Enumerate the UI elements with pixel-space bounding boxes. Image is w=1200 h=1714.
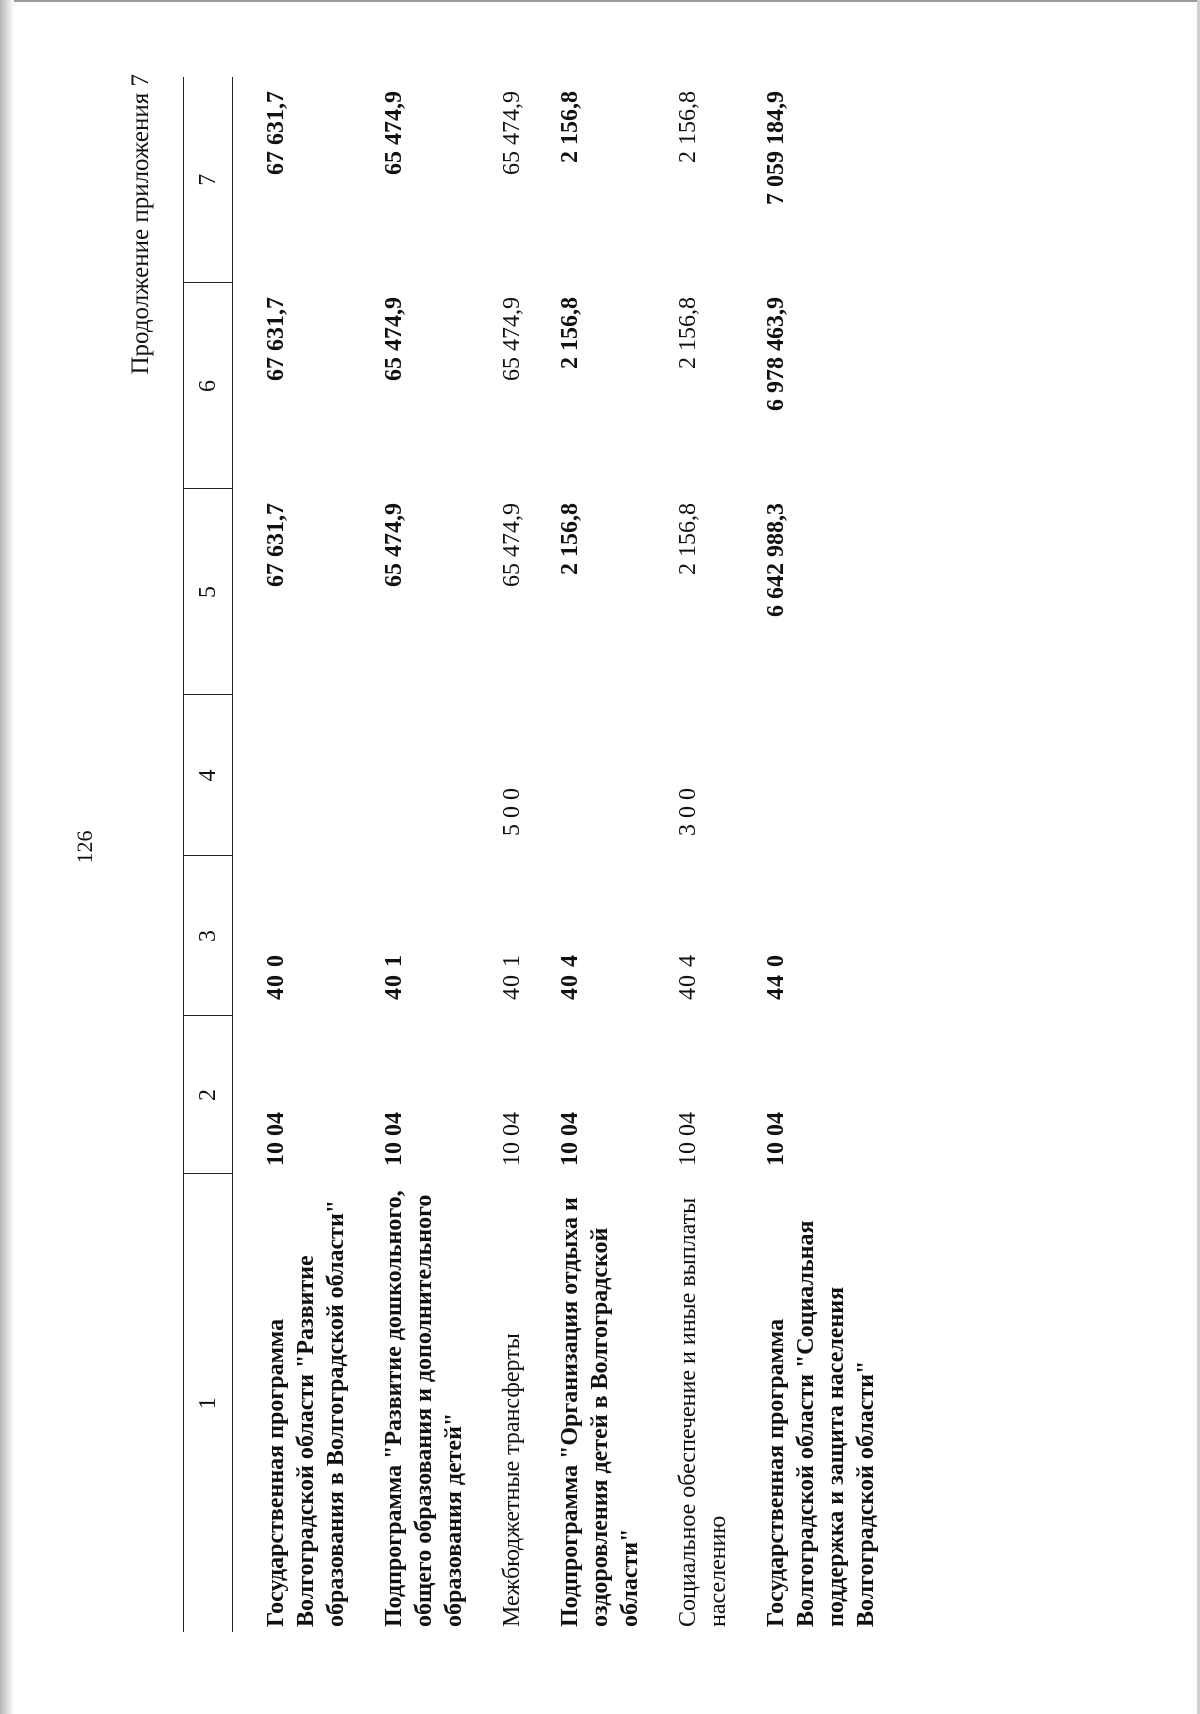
column-header-3: 3 xyxy=(184,856,233,1016)
row-section-code: 10 04 xyxy=(263,1112,289,1166)
row-amount-6: 2 156,8 xyxy=(557,297,583,369)
page-number: 126 xyxy=(72,830,97,864)
row-program-code: 40 1 xyxy=(499,954,525,1000)
table-row xyxy=(497,77,555,1632)
row-program-code: 40 1 xyxy=(381,954,407,1000)
row-name: Подпрограмма "Организация отдыха и оздоровления детей в Волгоградской области" xyxy=(557,1197,643,1627)
row-amount-5: 65 474,9 xyxy=(381,503,407,587)
row-section-code: 10 04 xyxy=(763,1112,789,1166)
row-expense-type xyxy=(379,695,497,856)
row-name: Государственная программа Волгоградской области "Развитие образования в Волгоградской области" xyxy=(263,1199,349,1627)
table-row xyxy=(261,77,379,1632)
row-amount-7: 7 059 184,9 xyxy=(763,91,789,205)
row-program-code: 44 0 xyxy=(763,954,789,1000)
row-amount-7: 67 631,7 xyxy=(263,91,289,175)
row-expense-type: 500 xyxy=(499,782,525,836)
table-body xyxy=(233,77,910,1632)
row-expense-type xyxy=(761,695,909,856)
row-amount-7: 65 474,9 xyxy=(381,91,407,175)
row-program-code: 40 4 xyxy=(557,954,583,1000)
row-name: Межбюджетные трансферты xyxy=(499,1333,525,1627)
table-row xyxy=(761,77,909,1632)
row-amount-5: 65 474,9 xyxy=(499,503,525,587)
column-header-4: 4 xyxy=(184,695,233,856)
row-section-code: 10 04 xyxy=(499,1112,525,1166)
row-name: Государственная программа Волгоградской области "Социальная поддержка и защита населения Волгоградской области" xyxy=(763,1220,879,1627)
row-amount-5: 67 631,7 xyxy=(263,503,289,587)
row-amount-7: 2 156,8 xyxy=(557,91,583,163)
table-row xyxy=(379,77,497,1632)
row-amount-6: 67 631,7 xyxy=(263,297,289,381)
row-section-code: 10 04 xyxy=(381,1112,407,1166)
row-amount-7: 2 156,8 xyxy=(675,91,701,163)
row-amount-5: 2 156,8 xyxy=(675,503,701,575)
column-header-7: 7 xyxy=(184,77,233,283)
row-name: Социальное обеспечение и иные выплаты населению xyxy=(675,1197,731,1627)
row-amount-7: 65 474,9 xyxy=(499,91,525,175)
row-amount-6: 6 978 463,9 xyxy=(763,297,789,411)
row-name: Подпрограмма "Развитие дошкольного, общего образования и дополнительного образования детей" xyxy=(381,1190,467,1627)
table-row xyxy=(673,77,761,1632)
column-header-2: 2 xyxy=(184,1016,233,1174)
row-expense-type xyxy=(261,695,379,856)
budget-table xyxy=(183,77,909,1632)
continuation-caption: Продолжение приложения 7 xyxy=(127,74,154,375)
column-header-6: 6 xyxy=(184,283,233,489)
table-header-row xyxy=(184,77,233,1632)
row-section-code: 10 04 xyxy=(557,1112,583,1166)
row-section-code: 10 04 xyxy=(675,1112,701,1166)
row-program-code: 40 4 xyxy=(675,954,701,1000)
row-expense-type xyxy=(555,695,673,856)
column-header-5: 5 xyxy=(184,489,233,695)
row-amount-6: 65 474,9 xyxy=(381,297,407,381)
row-amount-5: 6 642 988,3 xyxy=(763,503,789,617)
table-row xyxy=(555,77,673,1632)
table-spacer xyxy=(233,77,262,1632)
row-program-code: 40 0 xyxy=(263,954,289,1000)
row-amount-5: 2 156,8 xyxy=(557,503,583,575)
column-header-1: 1 xyxy=(184,1174,233,1632)
row-amount-6: 2 156,8 xyxy=(675,297,701,369)
row-expense-type: 300 xyxy=(675,782,701,836)
row-amount-6: 65 474,9 xyxy=(499,297,525,381)
